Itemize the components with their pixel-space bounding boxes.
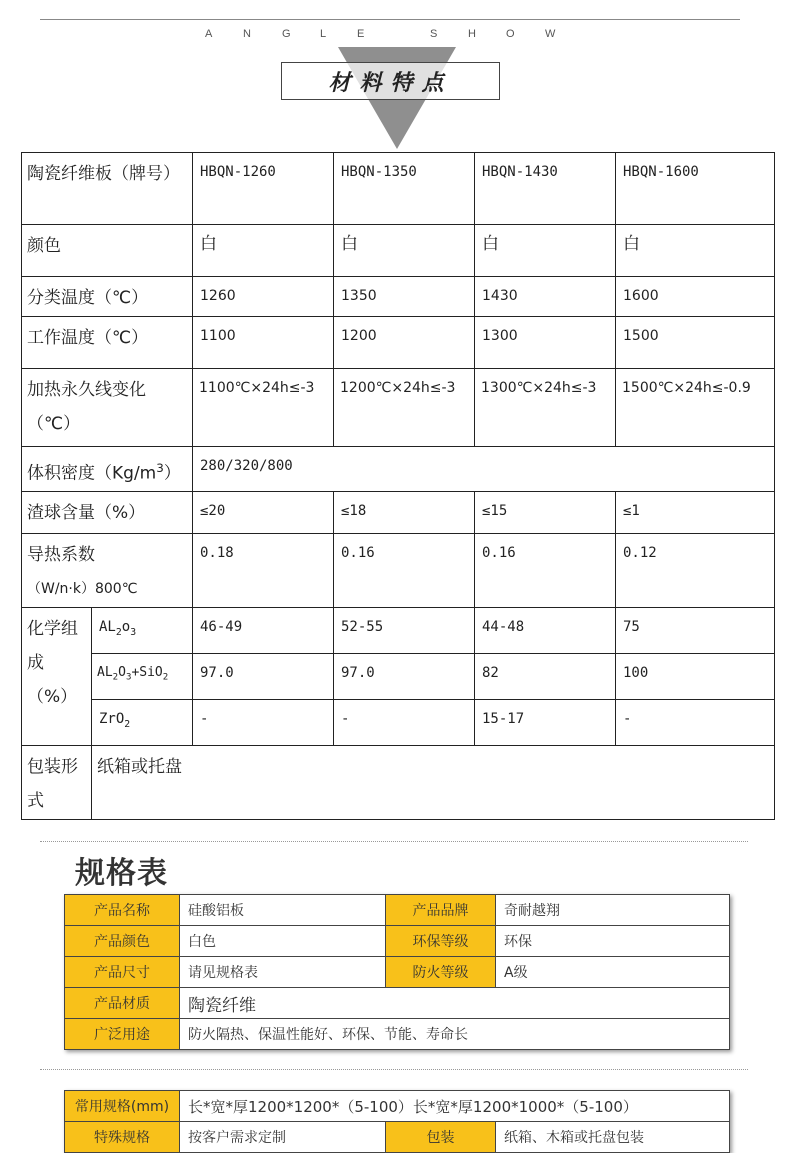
tagline-letter: A [205, 28, 213, 40]
color-label: 颜色 [22, 225, 193, 277]
conductivity-label-line: （W/n·k）800℃ [27, 580, 138, 597]
dotted-divider [40, 1069, 748, 1070]
tagline-letter: N [243, 28, 251, 40]
tagline-letter: S [430, 28, 438, 40]
al2o3-cell: 46-49 [193, 607, 334, 653]
class-temp-cell: 1430 [475, 277, 616, 317]
linear-change-label-line: （℃） [27, 414, 81, 434]
linear-change-label-line: 加热永久线变化 [27, 380, 146, 400]
formula-part: AL [97, 664, 113, 680]
density-label-text: 体积密度（Kg/m [27, 463, 157, 484]
spec-value: 请见规格表 [180, 957, 386, 988]
spec-key: 产品品牌 [386, 895, 496, 926]
tagline-letter: O [506, 28, 515, 40]
angle-show-tagline [0, 28, 790, 42]
classification-temp-label: 分类温度（℃） [22, 277, 193, 317]
slag-cell: ≤20 [193, 491, 334, 533]
packaging-value: 纸箱或托盘 [92, 745, 775, 819]
table-row [65, 926, 730, 957]
linear-change-cell: 1200℃×24h≤-3 [334, 369, 475, 447]
al2o3-label [92, 607, 193, 653]
grade-cell: HBQN-1430 [475, 153, 616, 225]
spec-table-title: 规格表 [75, 856, 168, 891]
formula-part: O [118, 664, 126, 680]
spec-key: 广泛用途 [65, 1019, 180, 1050]
packaging-label [22, 745, 92, 819]
conductivity-label [22, 533, 193, 607]
density-value: 280/320/800 [193, 447, 775, 492]
table-row [22, 225, 775, 277]
tagline-letter: W [545, 28, 556, 40]
conductivity-cell: 0.16 [334, 533, 475, 607]
formula-sub: 3 [130, 626, 137, 638]
work-temp-cell: 1200 [334, 317, 475, 369]
color-cell: 白 [193, 225, 334, 277]
zro2-cell: - [334, 699, 475, 745]
zro2-cell: - [193, 699, 334, 745]
formula-sub: 2 [112, 672, 119, 683]
zro2-cell: 15-17 [475, 699, 616, 745]
class-temp-cell: 1260 [193, 277, 334, 317]
formula-part: o [121, 618, 131, 635]
tagline-letter: H [468, 28, 476, 40]
class-temp-cell: 1350 [334, 277, 475, 317]
table-row [22, 277, 775, 317]
chemical-composition-label [22, 607, 92, 745]
table-row [22, 369, 775, 447]
conductivity-cell: 0.18 [193, 533, 334, 607]
formula-part: +SiO [131, 664, 163, 680]
size-spec-table [64, 1090, 730, 1153]
al2o3-sio2-cell: 82 [475, 653, 616, 699]
density-label-sup: 3 [156, 461, 164, 475]
table-row [22, 533, 775, 607]
slag-cell: ≤1 [616, 491, 775, 533]
slag-label: 渣球含量（%） [22, 491, 193, 533]
class-temp-cell: 1600 [616, 277, 775, 317]
table-row [22, 317, 775, 369]
slag-cell: ≤18 [334, 491, 475, 533]
work-temp-cell: 1300 [475, 317, 616, 369]
color-cell: 白 [334, 225, 475, 277]
al2o3-cell: 75 [616, 607, 775, 653]
zro2-label [92, 699, 193, 745]
spec-key: 常用规格(mm) [65, 1091, 180, 1122]
top-rule [40, 19, 740, 20]
grade-cell: HBQN-1260 [193, 153, 334, 225]
linear-change-cell: 1100℃×24h≤-3 [193, 369, 334, 447]
al2o3-sio2-cell: 97.0 [334, 653, 475, 699]
linear-change-cell: 1500℃×24h≤-0.9 [616, 369, 775, 447]
formula-sub: 2 [124, 718, 131, 730]
table-row [22, 699, 775, 745]
spec-value: 硅酸铝板 [180, 895, 386, 926]
table-row [22, 607, 775, 653]
section-title-box [281, 62, 500, 100]
grade-cell: HBQN-1600 [616, 153, 775, 225]
tagline-letter: G [282, 28, 291, 40]
spec-table [64, 894, 730, 1050]
formula-sub: 2 [162, 672, 169, 683]
spec-key: 产品尺寸 [65, 957, 180, 988]
al2o3-sio2-label [92, 653, 193, 699]
tagline-letter: E [357, 28, 365, 40]
spec-key: 防火等级 [386, 957, 496, 988]
al2o3-sio2-cell: 100 [616, 653, 775, 699]
slag-cell: ≤15 [475, 491, 616, 533]
density-label-end: ） [163, 463, 181, 484]
spec-value: 陶瓷纤维 [180, 988, 730, 1019]
table-row [65, 1122, 730, 1153]
al2o3-cell: 44-48 [475, 607, 616, 653]
table-row [22, 153, 775, 225]
formula-sub: 2 [115, 626, 122, 638]
conductivity-cell: 0.12 [616, 533, 775, 607]
linear-change-cell: 1300℃×24h≤-3 [475, 369, 616, 447]
table-row [22, 447, 775, 492]
formula-sub: 3 [125, 672, 132, 683]
spec-key: 环保等级 [386, 926, 496, 957]
table-row [65, 1019, 730, 1050]
table-row [22, 653, 775, 699]
spec-value: 奇耐越翔 [496, 895, 730, 926]
grade-cell: HBQN-1350 [334, 153, 475, 225]
spec-value: 防火隔热、保温性能好、环保、节能、寿命长 [180, 1019, 730, 1050]
formula-part: ZrO [99, 710, 125, 727]
table-row [65, 988, 730, 1019]
work-temp-cell: 1100 [193, 317, 334, 369]
chem-label-line: （%） [27, 686, 78, 707]
table-row [22, 745, 775, 819]
conductivity-cell: 0.16 [475, 533, 616, 607]
al2o3-sio2-cell: 97.0 [193, 653, 334, 699]
spec-value: A级 [496, 957, 730, 988]
spec-key: 产品颜色 [65, 926, 180, 957]
spec-key: 产品名称 [65, 895, 180, 926]
conductivity-label-line: 导热系数 [27, 544, 95, 565]
al2o3-cell: 52-55 [334, 607, 475, 653]
spec-value: 纸箱、木箱或托盘包装 [496, 1122, 730, 1153]
material-properties-table [21, 152, 775, 820]
table-row [65, 957, 730, 988]
work-temp-cell: 1500 [616, 317, 775, 369]
working-temp-label: 工作温度（℃） [22, 317, 193, 369]
zro2-cell: - [616, 699, 775, 745]
spec-key: 产品材质 [65, 988, 180, 1019]
grade-label: 陶瓷纤维板（牌号） [22, 153, 193, 225]
chem-label-line: 化学组 [27, 618, 78, 639]
section-title: 材料特点 [328, 70, 453, 96]
dotted-divider [40, 841, 748, 842]
linear-change-label [22, 369, 193, 447]
color-cell: 白 [616, 225, 775, 277]
table-row [22, 491, 775, 533]
packaging-label-line: 式 [27, 790, 44, 811]
packaging-label-line: 包装形 [27, 756, 78, 777]
spec-value: 白色 [180, 926, 386, 957]
density-label [22, 447, 193, 492]
tagline-letter: L [320, 28, 327, 40]
spec-value: 环保 [496, 926, 730, 957]
spec-value: 长*宽*厚1200*1200*（5-100）长*宽*厚1200*1000*（5-100） [180, 1091, 730, 1122]
formula-part: AL [99, 618, 116, 635]
chem-label-line: 成 [27, 652, 44, 673]
spec-key: 包装 [386, 1122, 496, 1153]
table-row [65, 895, 730, 926]
color-cell: 白 [475, 225, 616, 277]
table-row [65, 1091, 730, 1122]
spec-key: 特殊规格 [65, 1122, 180, 1153]
spec-value: 按客户需求定制 [180, 1122, 386, 1153]
